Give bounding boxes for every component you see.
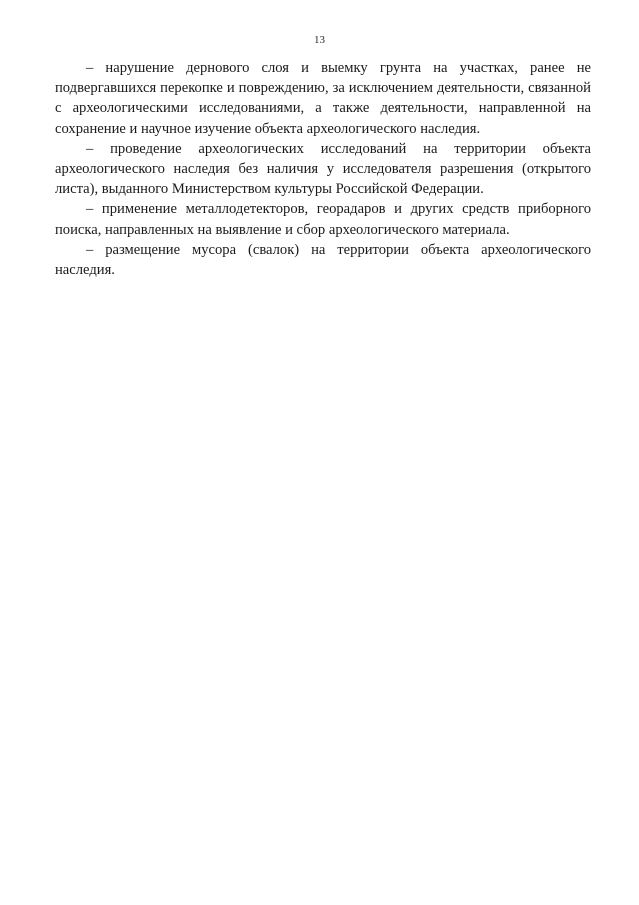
paragraph-waste-dumping: – размещение мусора (свалок) на территории объекта археологического наследия. [55,241,591,279]
paragraph-metal-detectors: – применение металлодетекторов, георадаров и других средств приборного поиска, направленных на выявление и сбор археологического материала. [55,201,591,238]
page-number: 13 [314,34,325,46]
document-body [55,58,591,280]
paragraph-topsoil-disturbance: – нарушение дернового слоя и выемку грунта на участках, ранее не подвергавшихся перекопке и повреждению, за исключением деятельности, связанной с археологическими исследованиями, а также деятельности, направленной на сохранение и научное изучение объекта археологического наследия. [55,60,591,137]
paragraph-research-without-permit: – проведение археологических исследований на территории объекта археологического наследия без наличия у исследователя разрешения (открытого листа), выданного Министерством культуры Российской Федерации. [55,140,591,198]
